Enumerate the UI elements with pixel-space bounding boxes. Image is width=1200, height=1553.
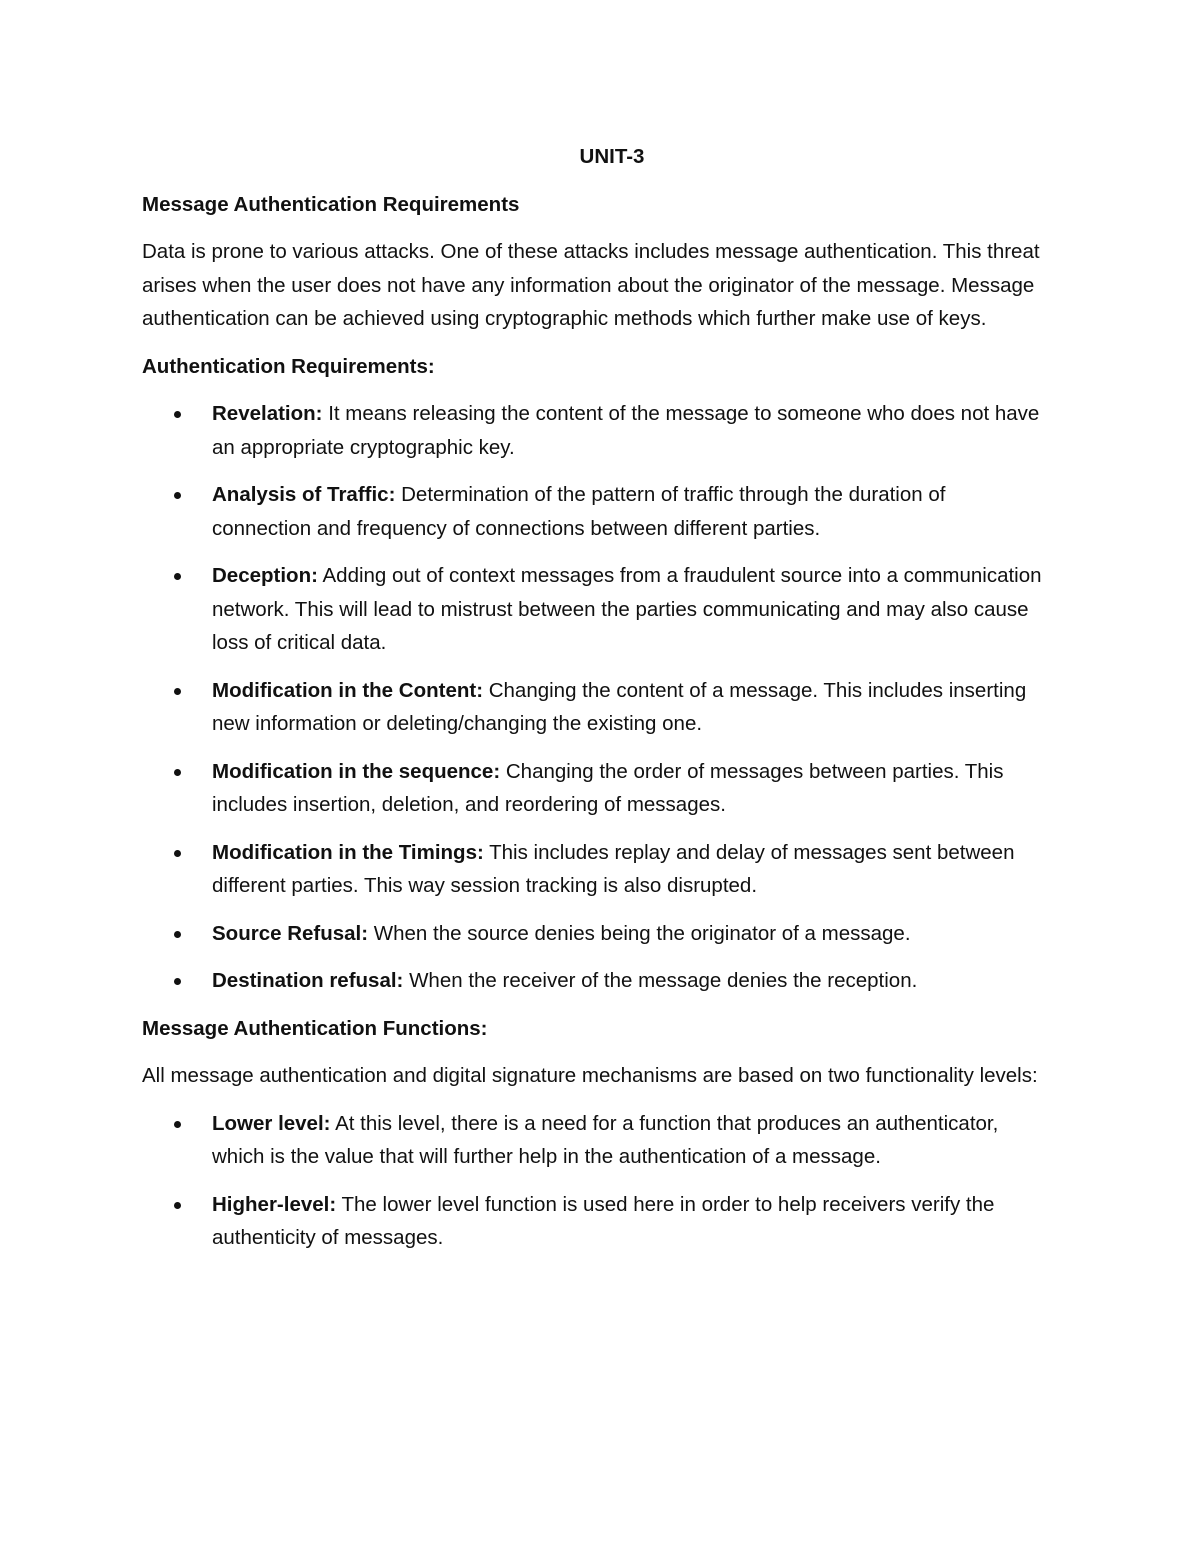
list-item-text: When the receiver of the message denies the reception. bbox=[403, 969, 918, 992]
section-heading-requirements: Message Authentication Requirements bbox=[142, 192, 520, 216]
bullet-icon bbox=[174, 769, 181, 776]
document-page bbox=[142, 140, 1042, 1269]
list-item-term: Revelation: bbox=[212, 402, 323, 425]
section-heading-authentication-requirements: Authentication Requirements: bbox=[142, 354, 435, 378]
list-item-term: Destination refusal: bbox=[212, 969, 404, 992]
list-item bbox=[142, 674, 1042, 741]
list-item-text: It means releasing the content of the message to someone who does not have an appropriate cryptographic key. bbox=[212, 402, 1040, 459]
bullet-icon bbox=[174, 1121, 181, 1128]
list-item-text: Adding out of context messages from a fraudulent source into a communication network. This will lead to mistrust between the parties communicating and may also cause loss of critical data. bbox=[212, 564, 1042, 654]
list-item bbox=[142, 1188, 1042, 1255]
list-item bbox=[142, 1107, 1042, 1174]
bullet-icon bbox=[174, 492, 181, 499]
bullet-icon bbox=[174, 931, 181, 938]
bullet-icon bbox=[174, 411, 181, 418]
list-item-text: Determination of the pattern of traffic through the duration of connection and frequency of connections between different parties. bbox=[212, 483, 946, 540]
list-item-term: Higher-level: bbox=[212, 1192, 337, 1216]
list-item bbox=[142, 478, 1042, 545]
list-item-text: This includes replay and delay of messages sent between different parties. This way session tracking is also disrupted. bbox=[212, 840, 1015, 897]
requirements-list bbox=[142, 397, 1042, 998]
list-item-text: Changing the order of messages between parties. This includes insertion, deletion, and reordering of messages. bbox=[212, 759, 1004, 816]
list-item-text: At this level, there is a need for a function that produces an authenticator, which is the value that will further help in the authentication of a message. bbox=[212, 1111, 999, 1168]
unit-title: UNIT-3 bbox=[579, 145, 645, 168]
functions-paragraph: All message authentication and digital signature mechanisms are based on two functionality levels: bbox=[142, 1064, 1038, 1087]
list-item bbox=[142, 397, 1042, 464]
bullet-icon bbox=[174, 1202, 181, 1209]
functions-list bbox=[142, 1107, 1042, 1255]
bullet-icon bbox=[174, 850, 181, 857]
list-item bbox=[142, 917, 1042, 951]
intro-paragraph: Data is prone to various attacks. One of these attacks includes message authentication. This threat arises when the user does not have any information about the originator of the message. Message authentication can be achieved using cryptographic methods which further make use of keys. bbox=[142, 240, 1040, 330]
bullet-icon bbox=[174, 573, 181, 580]
list-item-term: Source Refusal: bbox=[212, 921, 369, 945]
list-item-term: Analysis of Traffic: bbox=[212, 483, 396, 506]
list-item bbox=[142, 964, 1042, 998]
list-item bbox=[142, 836, 1042, 903]
bullet-icon bbox=[174, 688, 181, 695]
list-item bbox=[142, 755, 1042, 822]
list-item bbox=[142, 559, 1042, 660]
list-item-text: The lower level function is used here in order to help receivers verify the authenticity of messages. bbox=[212, 1192, 995, 1249]
list-item-term: Modification in the Timings: bbox=[212, 840, 484, 864]
list-item-term: Modification in the Content: bbox=[212, 678, 484, 702]
section-heading-functions: Message Authentication Functions: bbox=[142, 1016, 488, 1040]
list-item-term: Lower level: bbox=[212, 1111, 331, 1135]
list-item-text: Changing the content of a message. This includes inserting new information or deleting/changing the existing one. bbox=[212, 678, 1027, 735]
list-item-term: Modification in the sequence: bbox=[212, 759, 501, 783]
list-item-text: When the source denies being the originator of a message. bbox=[368, 921, 911, 945]
list-item-term: Deception: bbox=[212, 564, 318, 587]
bullet-icon bbox=[174, 978, 181, 985]
